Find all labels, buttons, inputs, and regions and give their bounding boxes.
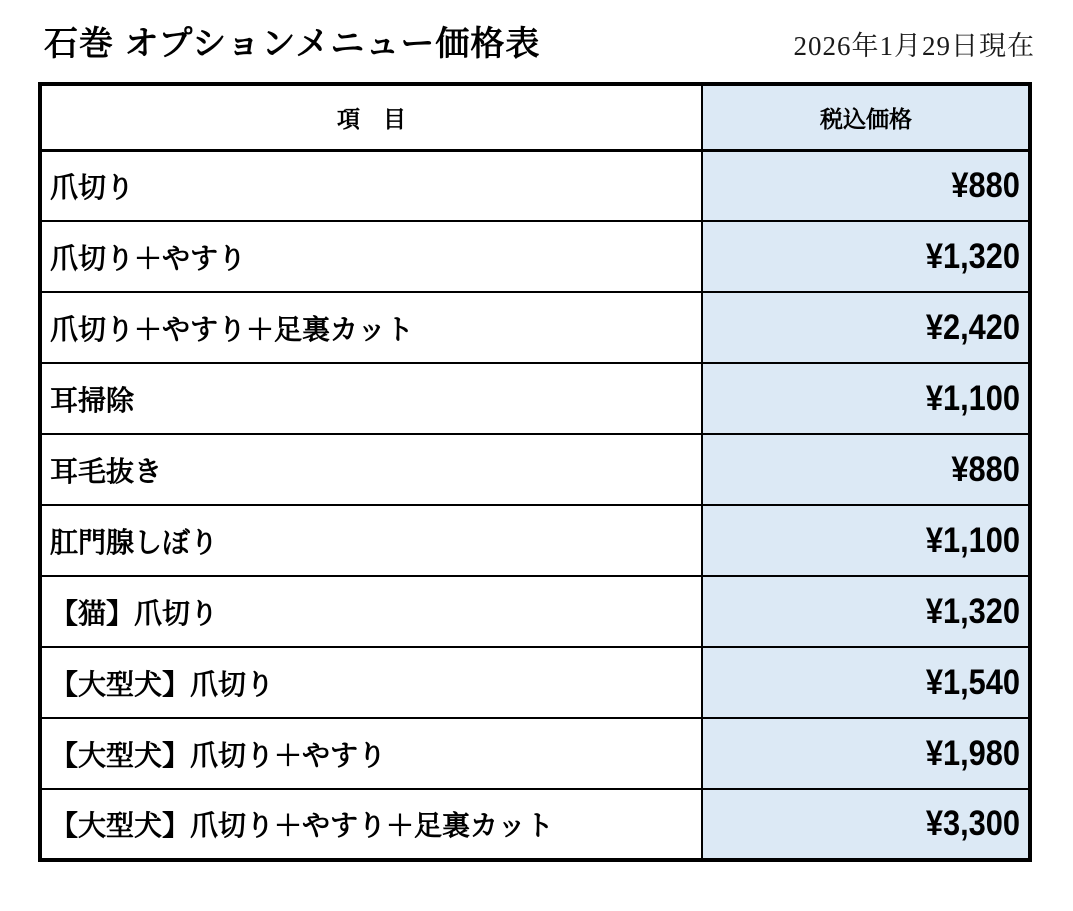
page-header <box>44 16 1035 65</box>
table-row <box>40 505 1030 576</box>
item-cell: 【大型犬】爪切り＋やすり <box>40 718 702 789</box>
table-row <box>40 647 1030 718</box>
page-title: 石巻 オプションメニュー価格表 <box>44 25 541 63</box>
item-cell: 【大型犬】爪切り <box>40 647 702 718</box>
item-cell: 肛門腺しぼり <box>40 505 702 576</box>
table-row <box>40 434 1030 505</box>
item-cell: 耳掃除 <box>40 363 702 434</box>
table-header-row <box>40 84 1030 150</box>
item-cell: 耳毛抜き <box>40 434 702 505</box>
price-cell <box>702 789 1030 860</box>
item-cell: 【大型犬】爪切り＋やすり＋足裏カット <box>40 789 702 860</box>
item-cell: 爪切り＋やすり＋足裏カット <box>40 292 702 363</box>
price-cell <box>702 718 1030 789</box>
table-row <box>40 292 1030 363</box>
price-value: ¥1,100 <box>925 378 1020 418</box>
column-header-price: 税込価格 <box>702 84 1030 150</box>
price-value: ¥1,100 <box>925 520 1020 560</box>
item-cell: 爪切り <box>40 150 702 221</box>
date-note: 2026年1月29日現在 <box>793 31 1035 61</box>
price-cell <box>702 292 1030 363</box>
table-row <box>40 150 1030 221</box>
price-cell <box>702 363 1030 434</box>
table-row <box>40 718 1030 789</box>
price-value: ¥1,320 <box>925 236 1020 276</box>
price-cell <box>702 505 1030 576</box>
column-header-item: 項 目 <box>40 84 702 150</box>
price-value: ¥1,980 <box>925 733 1020 773</box>
table-row <box>40 363 1030 434</box>
item-cell: 【猫】爪切り <box>40 576 702 647</box>
item-cell: 爪切り＋やすり <box>40 221 702 292</box>
table-row <box>40 789 1030 860</box>
price-value: ¥880 <box>951 449 1020 489</box>
price-table <box>38 82 1032 862</box>
price-cell <box>702 150 1030 221</box>
table-row <box>40 221 1030 292</box>
price-cell <box>702 221 1030 292</box>
price-value: ¥880 <box>951 165 1020 205</box>
price-value: ¥3,300 <box>925 804 1020 843</box>
table-body <box>40 150 1030 860</box>
table-row <box>40 576 1030 647</box>
price-cell <box>702 434 1030 505</box>
price-value: ¥2,420 <box>925 307 1020 347</box>
price-value: ¥1,540 <box>925 662 1020 702</box>
price-value: ¥1,320 <box>925 591 1020 631</box>
price-cell <box>702 647 1030 718</box>
price-cell <box>702 576 1030 647</box>
